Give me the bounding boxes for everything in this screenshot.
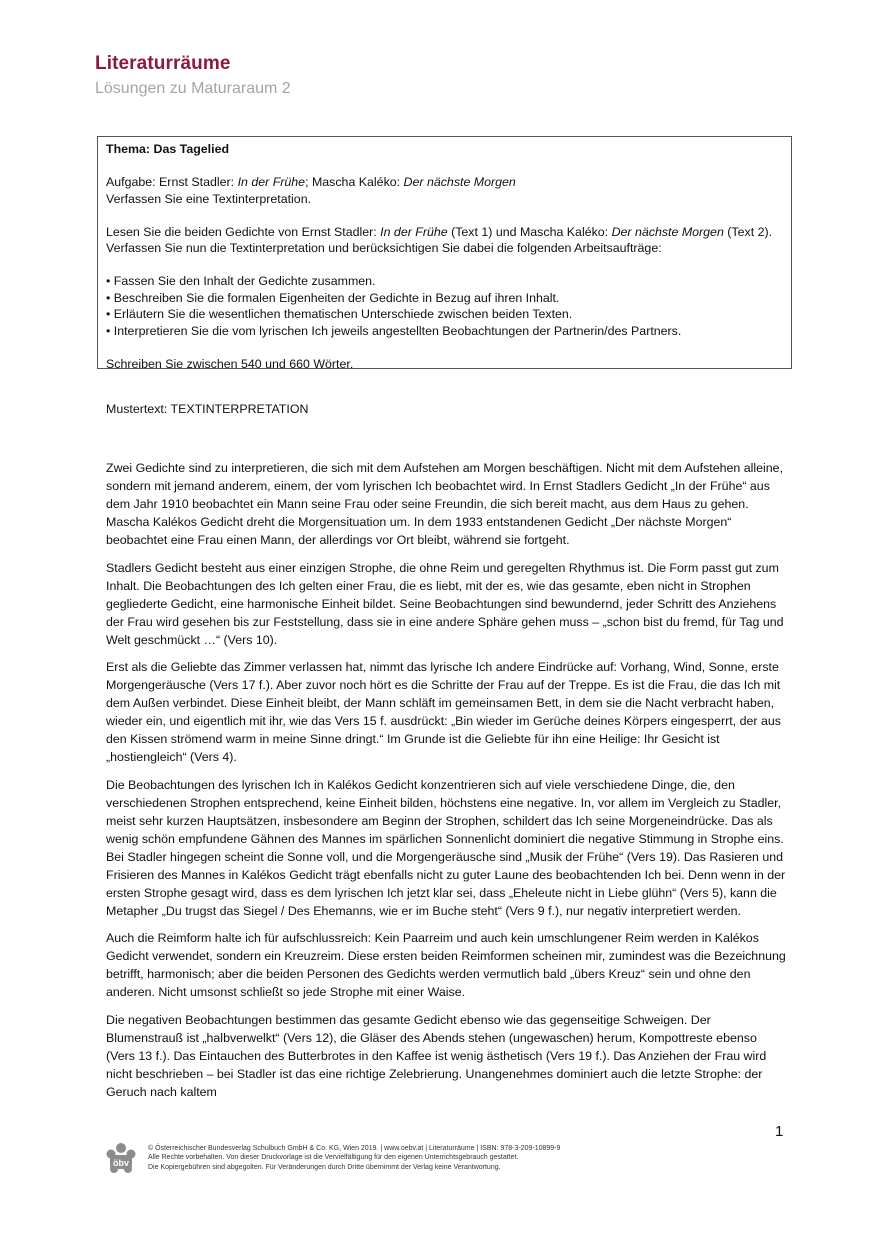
header-subtitle: Lösungen zu Maturaraum 2: [95, 80, 291, 97]
footer-line: Die Kopiergebühren sind abgegolten. Für Veränderungen durch Dritte übernimmt der Verlag keine Verantwortung.: [148, 1163, 501, 1171]
task-bullet: • Fassen Sie den Inhalt der Gedichte zusammen.: [106, 274, 376, 288]
page-number: 1: [775, 1123, 784, 1140]
task-read-suffix: (Text 2).: [723, 224, 773, 239]
footer-line: Alle Rechte vorbehalten. Von dieser Druckvorlage ist die Vervielfältigung für den eigenen Unterrichtsgebrauch gestattet.: [148, 1154, 519, 1162]
footer-line: © Österreichischer Bundesverlag Schulbuch GmbH & Co. KG, Wien 2019. | www.oebv.at | Literaturräume | ISBN: 978-3-209-10899-9: [148, 1145, 561, 1152]
task-read-mid: (Text 1) und Mascha Kaléko:: [447, 224, 612, 239]
task-read-line2: Verfassen Sie nun die Textinterpretation und berücksichtigen Sie dabei die folgenden Arbeitsaufträge:: [106, 241, 662, 255]
body-text: [106, 459, 786, 1110]
task-theme: Thema: Das Tagelied: [106, 142, 230, 156]
task-bullet: • Erläutern Sie die wesentlichen thematischen Unterschiede zwischen beiden Texten.: [106, 307, 573, 321]
oebv-logo: [104, 1140, 138, 1176]
poem-title-1: In der Frühe: [237, 175, 306, 189]
task-aufgabe-mid: ; Mascha Kaléko:: [305, 175, 404, 189]
footer: [104, 1140, 784, 1180]
task-read-prefix: Lesen Sie die beiden Gedichte von Ernst Stadler:: [106, 224, 381, 239]
paragraph: Zwei Gedichte sind zu interpretieren, die sich mit dem Aufstehen am Morgen beschäftigen. Nicht mit dem Aufstehen alleine, sondern mit jemand anderem, einem, der vom lyrischen Ich beobachtet wird. In Ernst Stadlers Gedicht „In der Frühe“ aus dem Jahr 1910 beobachtet ein Mann seine Frau oder seine Freundin, die sich bereit macht, aus dem Haus zu gehen. Mascha Kalékos Gedicht dreht die Morgensituation um. In dem 1933 entstandenen Gedicht „Der nächste Morgen“ beobachtet eine Frau einen Mann, der allerdings vor Ort bleibt, während sie fortgeht.: [106, 461, 784, 547]
task-box: [97, 136, 792, 369]
task-bullet: • Interpretieren Sie die vom lyrischen Ich jeweils angestellten Beobachtungen der Partnerin/des Partners.: [106, 323, 682, 338]
poem-title-2: Der nächste Morgen: [611, 224, 724, 239]
paragraph: Die negativen Beobachtungen bestimmen das gesamte Gedicht ebenso wie das gegenseitige Schweigen. Der Blumenstrauß ist „halbverwelkt“ (Vers 12), die Gläser des Abends stehen (ungewaschen) herum, Kompottreste ebenso (Vers 13 f.). Das Eintauchen des Butterbrotes in den Kaffee ist wenig ästhetisch (Vers 19 f.). Das Anziehen der Frau wird nicht beschrieben – bei Stadler ist das eine richtige Zelebrierung. Unangenehmes dominiert auch die letzte Strophe: der Geruch nach kaltem: [106, 1012, 767, 1099]
paragraph: Stadlers Gedicht besteht aus einer einzigen Strophe, die ohne Reim und geregelten Rhythmus ist. Die Form passt gut zum Inhalt. Die Beobachtungen des Ich gelten einer Frau, die es liebt, mit der es, wie das gesamte, eben nicht in Strophen gegliederte Gedicht, eine harmonische Einheit bildet. Seine Beobachtungen sind bewundernd, jeder Schritt des Anziehens der Frau wird gesehen bis zur Feststellung, dass sie in eine andere Sphäre gehen muss – „schon bist du fremd, für Tag und Welt geschmückt …“ (Vers 10).: [106, 560, 784, 647]
task-aufgabe: [106, 174, 791, 191]
task-read: [106, 224, 791, 241]
paragraph: Erst als die Geliebte das Zimmer verlassen hat, nimmt das lyrische Ich andere Eindrücke auf: Vorhang, Wind, Sonne, erste Morgengeräusche (Vers 17 f.). Aber zuvor noch hört es die Schritte der Frau auf der Treppe. Es ist die Frau, die das Ich mit dem Außen verbindet. Diese Einheit bleibt, der Mann schläft im gemeinsamen Bett, in dem sie die Nacht verbracht haben, wieder ein, und eigentlich mit ihr, wie das Vers 15 f. ausdrückt: „Bin wieder im Gerüche deines Körpers eingesperrt, der aus den Kissen strömend warm in meine Sinne dringt.“ Im Grunde ist die Geliebte für ihn eine Heilige: Ihr Gesicht ist „hostiengleich“ (Vers 4).: [106, 660, 781, 764]
poem-title-1: In der Frühe: [380, 224, 448, 239]
paragraph: Die Beobachtungen des lyrischen Ich in Kalékos Gedicht konzentrieren sich auf viele verschiedene Dinge, die, den verschiedenen Strophen entsprechend, keine Einheit bilden, höchstens eine negative. In, vor allem im Vergleich zu Stadler, meist sehr kurzen Hauptsätzen, insbesondere am Beginn der Strophen, schildert das Ich seine Morgeneindrücke. Das als wenig schön empfundene Gähnen des Mannes im spärlichen Sonnenlicht dominiert die negative Stimmung in Strophe eins. Bei Stadler hingegen scheint die Sonne voll, und die Morgengeräusche sind „Musik der Frühe“ (Vers 19). Das Rasieren und Frisieren des Mannes in Kalékos Gedicht trägt ebenfalls nicht zu guter Laune des beobachtenden Ich bei. Denn wenn in der ersten Strophe gesagt wird, dass es dem lyrischen Ich jetzt klar sei, dass „Eheleute nicht in Liebe glühn“ (Vers 5), kann die Metapher „Du trugst das Siegel / Des Ehemanns, wie er im Buche steht“ (Vers 9 f.), nur negativ interpretiert werden.: [106, 777, 786, 918]
header-title: Literaturräume: [95, 53, 231, 74]
task-word-count: Schreiben Sie zwischen 540 und 660 Wörter.: [106, 356, 354, 371]
logo-text: öbv: [112, 1158, 130, 1168]
task-aufgabe-prefix: Aufgabe: Ernst Stadler:: [106, 175, 238, 189]
paragraph: Auch die Reimform halte ich für aufschlussreich: Kein Paarreim und auch kein umschlungener Reim werden in Kalékos Gedicht verwendet, sondern ein Kreuzreim. Diese ersten beiden Reimformen scheinen mir, zumindest was die Bezeichnung betrifft, harmonisch; aber die beiden Personen des Gedichts werden vermutlich bald „übers Kreuz“ sein und ohne den anderen. Nicht umsonst schließt so jede Strophe mit einer Waise.: [106, 931, 786, 999]
footer-text: [148, 1144, 560, 1172]
task-bullet: • Beschreiben Sie die formalen Eigenheiten der Gedichte in Bezug auf ihren Inhalt.: [106, 290, 560, 305]
poem-title-2: Der nächste Morgen: [403, 175, 516, 189]
muster-label: Mustertext: TEXTINTERPRETATION: [106, 402, 309, 416]
task-instruction: Verfassen Sie eine Textinterpretation.: [106, 191, 312, 206]
